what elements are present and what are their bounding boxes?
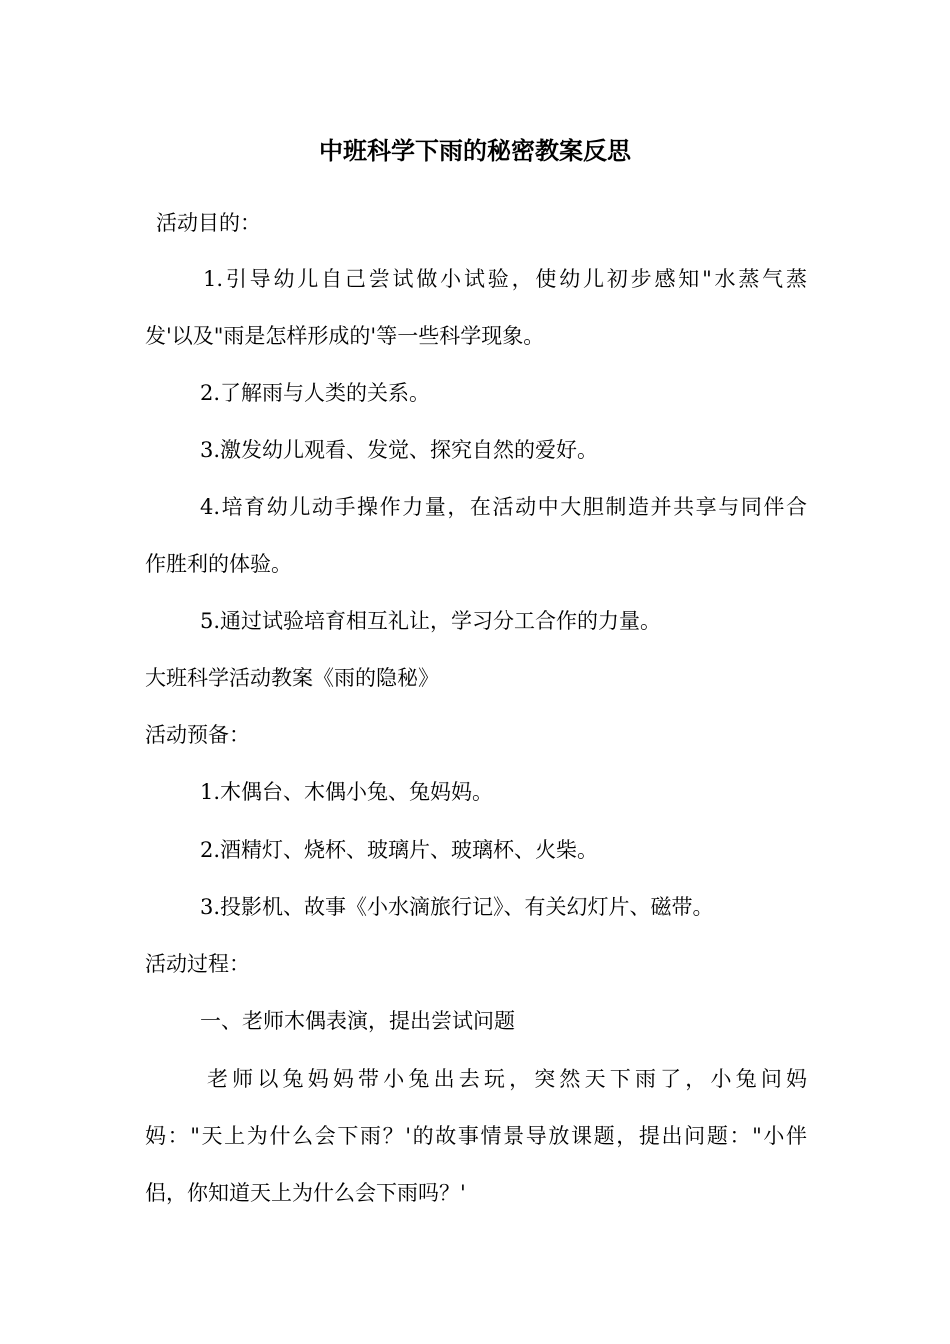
section-heading-goals: 活动目的： xyxy=(156,211,261,235)
paragraph-line: 发'以及"雨是怎样形成的'等一些科学现象。 xyxy=(145,324,545,348)
paragraph-line: 侣，你知道天上为什么会下雨吗？' xyxy=(145,1181,466,1205)
paragraph-line: 作胜利的体验。 xyxy=(145,552,292,576)
paragraph-line: 老师以兔妈妈带小兔出去玩，突然天下雨了，小兔问妈 xyxy=(207,1067,807,1091)
list-item: 2.酒精灯、烧杯、玻璃片、玻璃杯、火柴。 xyxy=(200,838,599,862)
list-item: 3.投影机、故事《小水滴旅行记》、有关幻灯片、磁带。 xyxy=(200,895,714,919)
paragraph-line: 4.培育幼儿动手操作力量，在活动中大胆制造并共享与同伴合 xyxy=(200,495,807,519)
subsection-heading: 一、老师木偶表演，提出尝试问题 xyxy=(200,1009,515,1033)
paragraph-line: 1.引导幼儿自己尝试做小试验，使幼儿初步感知"水蒸气蒸 xyxy=(203,267,807,291)
paragraph-line: 妈："天上为什么会下雨？'的故事情景导放课题，提出问题："小伴 xyxy=(145,1124,807,1148)
section-heading-lesson: 大班科学活动教案《雨的隐秘》 xyxy=(145,666,439,690)
paragraph-line: 5.通过试验培育相互礼让，学习分工合作的力量。 xyxy=(200,609,662,633)
document-title: 中班科学下雨的秘密教案反思 xyxy=(319,137,631,165)
list-item: 1.木偶台、木偶小兔、兔妈妈。 xyxy=(200,780,494,804)
paragraph-line: 3.激发幼儿观看、发觉、探究自然的爱好。 xyxy=(200,438,599,462)
section-heading-preparation: 活动预备： xyxy=(145,723,250,747)
section-heading-process: 活动过程： xyxy=(145,952,250,976)
paragraph-line: 2.了解雨与人类的关系。 xyxy=(200,381,431,405)
